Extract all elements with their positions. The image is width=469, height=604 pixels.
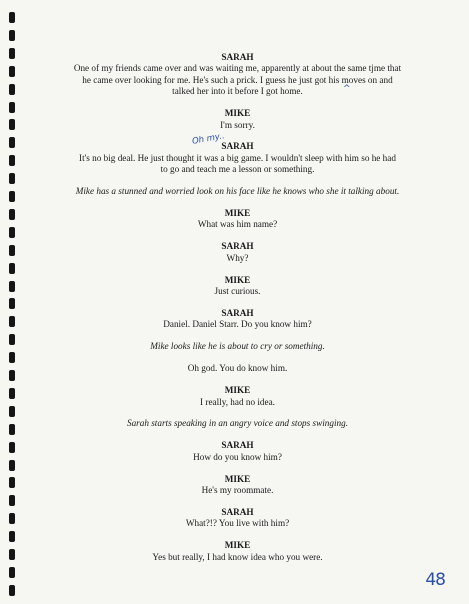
dialogue-line: talked her into it before I got home. <box>172 86 303 97</box>
character-name: MIKE <box>224 274 251 285</box>
binding-hole <box>9 334 15 345</box>
dialogue-line: What was him name? <box>197 219 278 230</box>
character-name: SARAH <box>221 141 254 152</box>
spiral-binding <box>9 4 17 600</box>
character-name: MIKE <box>224 108 251 119</box>
binding-hole <box>9 191 15 202</box>
dialogue-line: I really, had no idea. <box>200 396 275 407</box>
dialogue-block <box>62 363 413 374</box>
binding-hole <box>9 137 15 148</box>
binding-hole <box>9 316 15 327</box>
action-block <box>62 418 413 429</box>
dialogue-line: to go and teach me a lesson or something. <box>160 164 315 175</box>
action-line: Sarah starts speaking in an angry voice and stops swinging. <box>126 418 348 429</box>
binding-hole <box>9 102 15 113</box>
dialogue-block <box>62 540 413 563</box>
dialogue-block <box>62 385 413 408</box>
action-line: Mike looks like he is about to cry or something. <box>150 341 325 352</box>
dialogue-line: Just curious. <box>214 286 261 297</box>
character-name: SARAH <box>221 506 254 517</box>
handwritten-note: Oh my.. <box>191 131 226 147</box>
binding-hole <box>9 531 15 542</box>
dialogue-line: I'm sorry. <box>220 119 255 130</box>
character-name: SARAH <box>221 241 254 252</box>
character-name: MIKE <box>224 473 251 484</box>
dialogue-block <box>62 208 413 231</box>
character-name: MIKE <box>224 385 251 396</box>
character-name: SARAH <box>221 440 254 451</box>
dialogue-line: Daniel. Daniel Starr. Do you know him? <box>163 319 312 330</box>
dialogue-block <box>62 108 413 131</box>
binding-hole <box>9 209 15 220</box>
dialogue-block <box>62 141 413 175</box>
dialogue-line: How do you know him? <box>193 451 282 462</box>
character-name: SARAH <box>221 52 254 62</box>
binding-hole <box>9 495 15 506</box>
binding-hole <box>9 66 15 77</box>
character-name: MIKE <box>224 540 251 551</box>
binding-hole <box>9 227 15 238</box>
action-block <box>62 341 413 352</box>
binding-hole <box>9 119 15 130</box>
binding-hole <box>9 388 15 399</box>
binding-hole <box>9 12 15 23</box>
dialogue-block <box>62 440 413 463</box>
binding-hole <box>9 549 15 560</box>
binding-hole <box>9 477 15 488</box>
binding-hole <box>9 352 15 363</box>
binding-hole <box>9 585 15 596</box>
handwritten-caret: ^ <box>343 84 351 94</box>
binding-hole <box>9 424 15 435</box>
binding-hole <box>9 30 15 41</box>
binding-hole <box>9 48 15 59</box>
dialogue-line: he came over looking for me. He's such a prick. I guess he just got his moves on and <box>82 74 393 85</box>
binding-hole <box>9 406 15 417</box>
binding-hole <box>9 173 15 184</box>
binding-hole <box>9 84 15 95</box>
binding-hole <box>9 281 15 292</box>
dialogue-line: Oh god. You do know him. <box>187 363 288 374</box>
binding-hole <box>9 513 15 524</box>
action-block <box>62 186 413 197</box>
dialogue-block <box>62 275 413 298</box>
binding-hole <box>9 567 15 578</box>
dialogue-line: It's no big deal. He just thought it was a big game. I wouldn't sleep with him so he had <box>79 152 396 163</box>
binding-hole <box>9 442 15 453</box>
binding-hole <box>9 245 15 256</box>
dialogue-block <box>62 52 413 98</box>
dialogue-block <box>62 507 413 530</box>
handwritten-page-number: 48 <box>425 570 445 590</box>
dialogue-line: Yes but really, I had know idea who you were. <box>152 551 323 562</box>
dialogue-line: One of my friends came over and was waiting me, apparently at about the same tjme that <box>73 63 402 74</box>
binding-hole <box>9 263 15 274</box>
dialogue-line: Why? <box>226 252 249 263</box>
action-line: Mike has a stunned and worried look on his face like he knows who she it talking about. <box>75 186 400 197</box>
binding-hole <box>9 460 15 471</box>
dialogue-line: What?!? You live with him? <box>185 518 290 529</box>
character-name: SARAH <box>221 308 254 318</box>
character-name: MIKE <box>224 208 251 219</box>
binding-hole <box>9 370 15 381</box>
screenplay-body <box>62 52 413 574</box>
dialogue-block <box>62 241 413 264</box>
dialogue-line: He's my roommate. <box>201 485 274 496</box>
binding-hole <box>9 155 15 166</box>
dialogue-block <box>62 308 413 331</box>
binding-hole <box>9 298 15 309</box>
dialogue-block <box>62 474 413 497</box>
